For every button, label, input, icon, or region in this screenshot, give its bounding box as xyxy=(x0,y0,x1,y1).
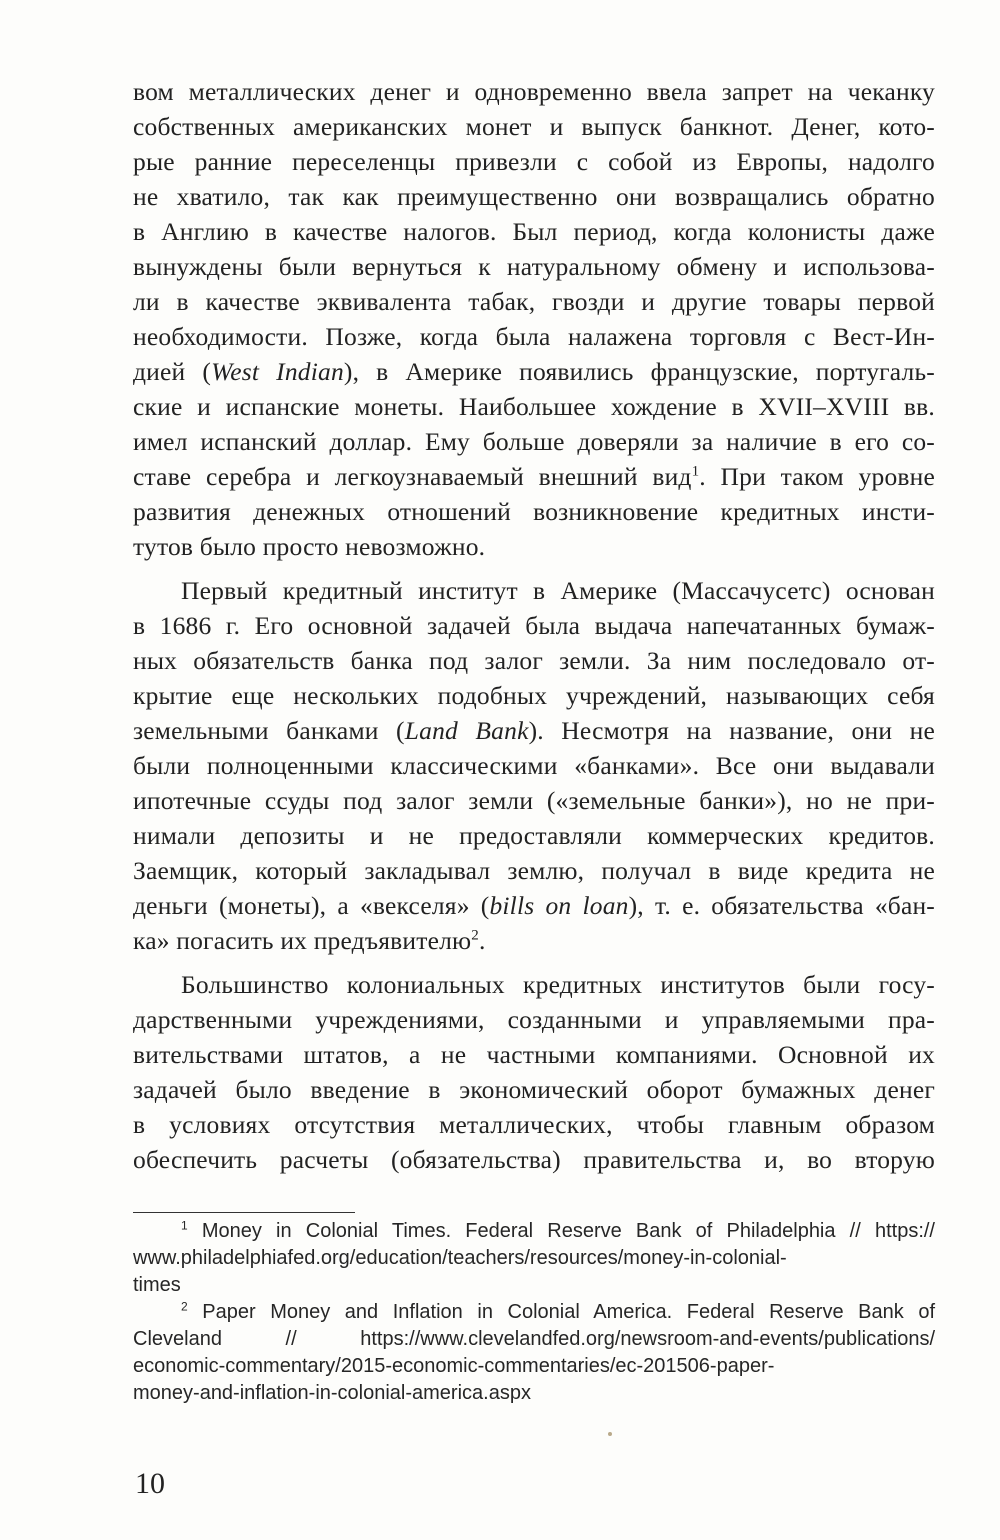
text-run: земельными банками ( xyxy=(133,716,405,745)
text-line: Заемщик, который закладывал землю, получал в виде кредита не xyxy=(133,856,935,885)
text-run: дией ( xyxy=(133,357,212,386)
footnote-link-line[interactable]: economic-commentary/2015-economic-commentaries/ec-201506-paper- xyxy=(133,1355,775,1377)
footnote-line xyxy=(133,1299,935,1326)
text-run: . xyxy=(479,926,486,955)
text-line: вительствами штатов, а не частными компаниями. Основной их xyxy=(133,1040,935,1069)
footnotes xyxy=(133,1218,935,1407)
text-run: ), т. е. обязательства «бан- xyxy=(628,891,935,920)
footnote-separator xyxy=(133,1212,355,1213)
footnote-line xyxy=(133,1218,935,1245)
text-run: ). Несмотря на название, они не xyxy=(528,716,935,745)
text-line xyxy=(133,888,935,923)
text-line: ли в качестве эквивалента табак, гвозди и другие товары первой xyxy=(133,287,935,316)
footnote-ref-1[interactable]: 1 xyxy=(691,463,700,480)
main-text xyxy=(133,74,935,1177)
footnote-link-line[interactable]: Cleveland // https://www.clevelandfed.org/newsroom-and-events/publications/ xyxy=(133,1328,935,1350)
text-line: ипотечные ссуды под залог земли («земельные банки»), но не при- xyxy=(133,786,935,815)
text-run: ), в Америке появились французские, португаль- xyxy=(343,357,935,386)
text-run: Paper Money and Inflation in Colonial America. Federal Reserve Bank of xyxy=(187,1301,935,1323)
text-run: . При таком уровне xyxy=(699,462,936,491)
text-run: ка» погасить их предъявителю xyxy=(133,926,472,955)
footnote-ref-2[interactable]: 2 xyxy=(471,927,479,944)
text-line: имел испанский доллар. Ему больше доверяли за наличие в его со- xyxy=(133,427,935,456)
text-line: дарственными учреждениями, созданными и управляемыми пра- xyxy=(133,1005,935,1034)
text-line: обеспечить расчеты (обязательства) правительства и, во вторую xyxy=(133,1145,935,1174)
footnote-line: times xyxy=(133,1274,181,1296)
footnote-2 xyxy=(133,1299,935,1407)
print-speck xyxy=(608,1432,612,1436)
text-line: в Англию в качестве налогов. Был период, когда колонисты даже xyxy=(133,217,935,246)
text-line: ных обязательств банка под залог земли. За ним последовало от- xyxy=(133,646,935,675)
text-line: крытие еще нескольких подобных учреждений, называющих себя xyxy=(133,681,935,710)
text-line: не хватило, так как преимущественно они возвращались обратно xyxy=(133,182,935,211)
text-line: тутов было просто невозможно. xyxy=(133,532,486,561)
page-number: 10 xyxy=(135,1467,165,1500)
text-line xyxy=(133,923,935,958)
italic-term: West Indian xyxy=(211,357,344,386)
text-line: были полноценными классическими «банками». Все они выдавали xyxy=(133,751,935,780)
text-line xyxy=(133,713,935,748)
paragraph-gap xyxy=(133,958,935,967)
text-line: Первый кредитный институт в Америке (Массачусетс) основан xyxy=(181,576,935,605)
text-run: деньги (монеты), а «векселя» ( xyxy=(133,891,490,920)
text-line: рые ранние переселенцы привезли с собой из Европы, надолго xyxy=(133,147,935,176)
text-line: в условиях отсутствия металлических, чтобы главным образом xyxy=(133,1110,935,1139)
text-line xyxy=(133,459,935,494)
paragraph-3 xyxy=(133,967,935,1177)
italic-term: Land Bank xyxy=(404,716,529,745)
text-line: развития денежных отношений возникновение кредитных инсти- xyxy=(133,497,935,526)
italic-term: bills on loan xyxy=(489,891,629,920)
text-line: необходимости. Позже, когда была налажена торговля с Вест-Ин- xyxy=(133,322,935,351)
text-line: нимали депозиты и не предоставляли коммерческих кредитов. xyxy=(133,821,935,850)
footnote-link-line[interactable]: money-and-inflation-in-colonial-america.aspx xyxy=(133,1382,531,1404)
text-line: вынуждены были вернуться к натуральному обмену и использова- xyxy=(133,252,935,281)
paragraph-1 xyxy=(133,74,935,564)
text-line xyxy=(133,354,935,389)
paragraph-gap xyxy=(133,564,935,573)
text-line: в 1686 г. Его основной задачей была выдача напечатанных бумаж- xyxy=(133,611,935,640)
text-line: задачей было введение в экономический оборот бумажных денег xyxy=(133,1075,935,1104)
footnote-mark-2: 2 xyxy=(181,1299,188,1314)
footnote-link-line[interactable]: www.philadelphiafed.org/education/teachers/resources/money-in-colonial- xyxy=(133,1247,787,1269)
footnote-1 xyxy=(133,1218,935,1299)
text-run: ставе серебра и легкоузнаваемый внешний вид xyxy=(133,462,692,491)
text-line: вом металлических денег и одновременно ввела запрет на чеканку xyxy=(133,77,935,106)
paragraph-2 xyxy=(133,573,935,958)
text-run: Money in Colonial Times. Federal Reserve Bank of Philadelphia // https:// xyxy=(187,1220,935,1242)
text-line: собственных американских монет и выпуск банкнот. Денег, кото- xyxy=(133,112,935,141)
text-line: Большинство колониальных кредитных институтов были госу- xyxy=(181,970,935,999)
text-line: ские и испанские монеты. Наибольшее хождение в XVII–XVIII вв. xyxy=(133,392,935,421)
footnote-mark-1: 1 xyxy=(181,1218,188,1233)
